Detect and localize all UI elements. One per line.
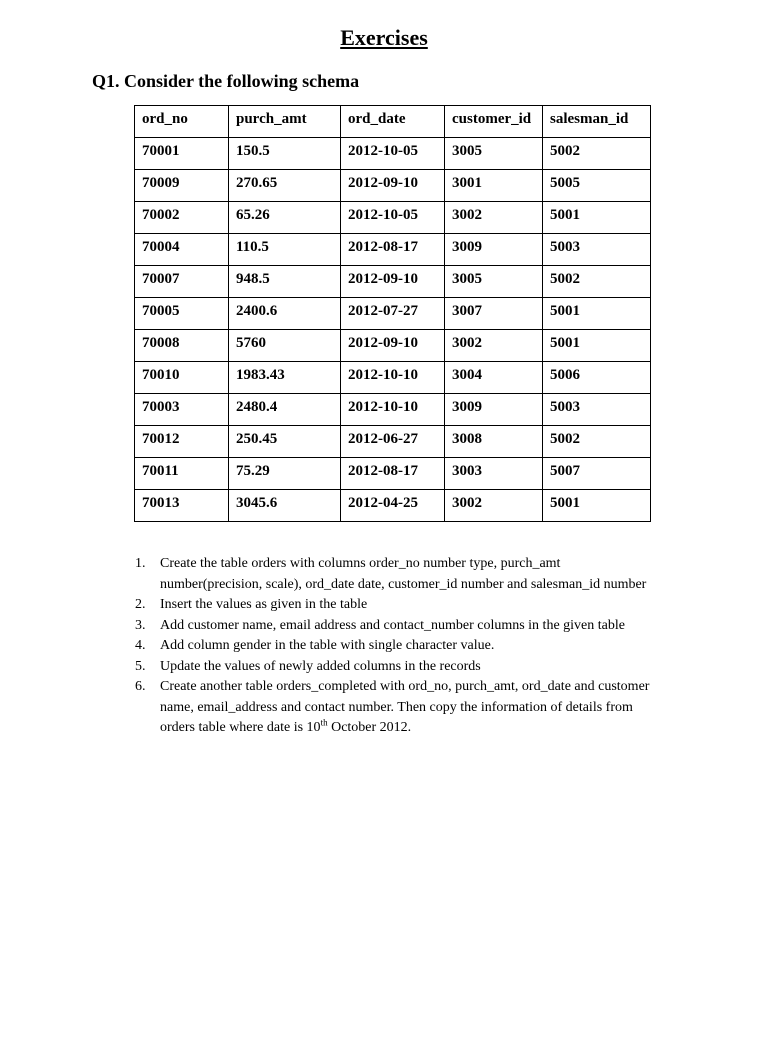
list-item-number: 4.: [135, 638, 146, 653]
exercise-list: [135, 554, 660, 739]
document-title: Exercises: [340, 25, 428, 50]
table-row: [135, 138, 651, 170]
table-cell: 70001: [135, 138, 229, 170]
table-cell: 5002: [543, 138, 651, 170]
document-body: [0, 25, 768, 1049]
table-cell: 2480.4: [229, 394, 341, 426]
table-cell: 5006: [543, 362, 651, 394]
orders-table-header: [135, 106, 651, 138]
table-cell: 75.29: [229, 458, 341, 490]
table-cell: 2012-08-17: [341, 234, 445, 266]
table-cell: 2012-10-05: [341, 202, 445, 234]
table-cell: 70002: [135, 202, 229, 234]
list-item-number: 1.: [135, 556, 146, 571]
table-cell: 3002: [445, 202, 543, 234]
table-cell: 2012-09-10: [341, 330, 445, 362]
table-cell: 2012-10-05: [341, 138, 445, 170]
table-cell: 2012-08-17: [341, 458, 445, 490]
table-row: [135, 330, 651, 362]
table-cell: 2012-07-27: [341, 298, 445, 330]
table-cell: 3009: [445, 394, 543, 426]
table-cell: 250.45: [229, 426, 341, 458]
table-cell: 3008: [445, 426, 543, 458]
document-page: [0, 25, 768, 1049]
table-cell: 5001: [543, 330, 651, 362]
list-item-text: Add customer name, email address and contact_number columns in the given table: [160, 617, 625, 633]
table-cell: 2012-09-10: [341, 170, 445, 202]
table-cell: 70005: [135, 298, 229, 330]
table-cell: 70007: [135, 266, 229, 298]
question-heading: Q1. Consider the following schema: [92, 71, 360, 91]
table-cell: 5007: [543, 458, 651, 490]
table-cell: 3005: [445, 138, 543, 170]
column-header: salesman_id: [543, 106, 651, 138]
table-cell: 3003: [445, 458, 543, 490]
table-cell: 70008: [135, 330, 229, 362]
table-cell: 2400.6: [229, 298, 341, 330]
table-cell: 3005: [445, 266, 543, 298]
column-header: ord_date: [341, 106, 445, 138]
table-cell: 70004: [135, 234, 229, 266]
table-cell: 3002: [445, 490, 543, 522]
table-cell: 5003: [543, 394, 651, 426]
orders-table: [134, 105, 651, 522]
table-row: [135, 490, 651, 522]
table-cell: 5002: [543, 426, 651, 458]
table-cell: 65.26: [229, 202, 341, 234]
table-cell: 3007: [445, 298, 543, 330]
table-cell: 5003: [543, 234, 651, 266]
list-item: [135, 595, 660, 616]
table-cell: 2012-10-10: [341, 394, 445, 426]
header-row: [135, 106, 651, 138]
table-cell: 5002: [543, 266, 651, 298]
list-item-number: 3.: [135, 617, 146, 633]
table-cell: 2012-09-10: [341, 266, 445, 298]
table-row: [135, 394, 651, 426]
table-row: [135, 266, 651, 298]
table-cell: 3009: [445, 234, 543, 266]
list-item: [135, 636, 660, 657]
table-cell: 270.65: [229, 170, 341, 202]
table-cell: 70010: [135, 362, 229, 394]
list-item: [135, 616, 660, 637]
list-item-text: Create the table orders with columns order_no number type, purch_amt number(precision, scale), ord_date date, customer_id number and salesman_id number: [160, 556, 647, 592]
table-cell: 1983.43: [229, 362, 341, 394]
table-row: [135, 362, 651, 394]
table-cell: 5760: [229, 330, 341, 362]
table-cell: 70009: [135, 170, 229, 202]
table-cell: 70011: [135, 458, 229, 490]
table-cell: 70013: [135, 490, 229, 522]
table-cell: 70012: [135, 426, 229, 458]
orders-table-body: [135, 138, 651, 522]
table-cell: 5001: [543, 490, 651, 522]
table-cell: 70003: [135, 394, 229, 426]
table-row: [135, 170, 651, 202]
column-header: customer_id: [445, 106, 543, 138]
column-header: purch_amt: [229, 106, 341, 138]
table-cell: 2012-04-25: [341, 490, 445, 522]
table-cell: 3045.6: [229, 490, 341, 522]
table-cell: 5005: [543, 170, 651, 202]
table-cell: 5001: [543, 298, 651, 330]
table-cell: 3004: [445, 362, 543, 394]
list-item-number: 2.: [135, 597, 146, 612]
table-row: [135, 426, 651, 458]
list-item-text: Update the values of newly added columns in the records: [160, 658, 481, 674]
list-item-number: 6.: [135, 679, 146, 694]
list-item-text: Create another table orders_completed with ord_no, purch_amt, ord_date and customer name, email_address and contact number. Then copy the information of details from orders table where date is 10th October 2012.: [160, 679, 650, 735]
column-header: ord_no: [135, 106, 229, 138]
table-row: [135, 458, 651, 490]
table-cell: 3002: [445, 330, 543, 362]
list-item: [135, 554, 660, 595]
table-cell: 2012-06-27: [341, 426, 445, 458]
table-row: [135, 298, 651, 330]
table-cell: 2012-10-10: [341, 362, 445, 394]
ordinal-superscript: th: [320, 717, 328, 728]
list-item: [135, 657, 660, 678]
table-row: [135, 234, 651, 266]
table-row: [135, 202, 651, 234]
table-cell: 3001: [445, 170, 543, 202]
list-item-text: Insert the values as given in the table: [160, 597, 368, 612]
table-cell: 150.5: [229, 138, 341, 170]
list-item-number: 5.: [135, 658, 146, 674]
table-cell: 5001: [543, 202, 651, 234]
list-item: [135, 677, 660, 739]
table-cell: 110.5: [229, 234, 341, 266]
table-cell: 948.5: [229, 266, 341, 298]
list-item-text: Add column gender in the table with single character value.: [160, 638, 495, 653]
